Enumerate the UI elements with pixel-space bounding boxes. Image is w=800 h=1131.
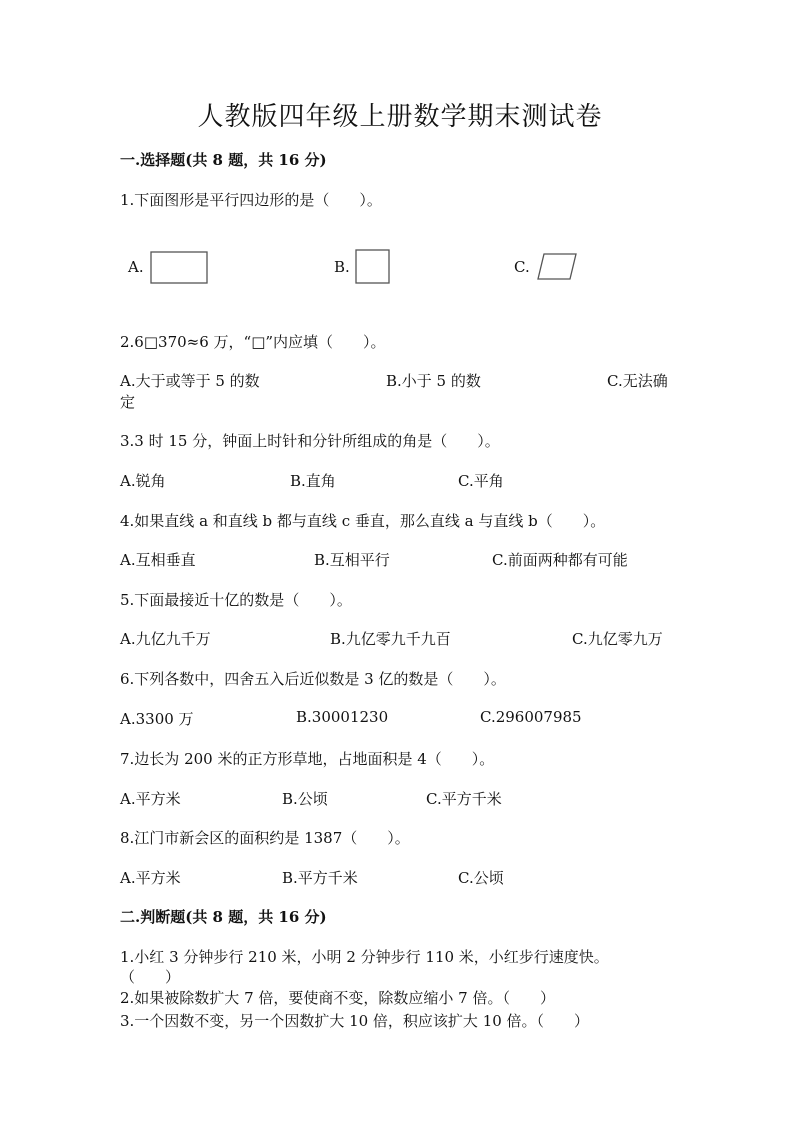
q3-option-a: A.锐角 — [120, 472, 166, 490]
judgement-1-bracket: （ ） — [120, 968, 181, 986]
question-7: 7.边长为 200 米的正方形草地，占地面积是 4（ ）。 — [120, 750, 495, 768]
q4-option-b: B.互相平行 — [314, 551, 390, 569]
q8-option-a: A.平方米 — [120, 869, 181, 887]
q4-option-c: C.前面两种都有可能 — [492, 551, 628, 569]
q6-option-c: C.296007985 — [480, 708, 582, 726]
question-3: 3.3 时 15 分，钟面上时针和分针所组成的角是（ ）。 — [120, 432, 500, 450]
q7-option-b: B.公顷 — [282, 790, 328, 808]
q2-option-b: B.小于 5 的数 — [386, 372, 481, 390]
q7-option-a: A.平方米 — [120, 790, 181, 808]
section-heading-judgement: 二.判断题(共 8 题，共 16 分) — [120, 908, 327, 926]
q8-option-c: C.公顷 — [458, 869, 504, 887]
page-title: 人教版四年级上册数学期末测试卷 — [197, 102, 603, 132]
section-heading-choice: 一.选择题(共 8 题，共 16 分) — [120, 151, 327, 169]
q5-option-b: B.九亿零九千九百 — [330, 630, 451, 648]
q3-option-c: C.平角 — [458, 472, 504, 490]
q2-option-c-wrap: 定 — [120, 393, 136, 411]
option-a-label: A. — [128, 258, 144, 276]
q6-option-b: B.30001230 — [296, 708, 389, 726]
question-4: 4.如果直线 a 和直线 b 都与直线 c 垂直，那么直线 a 与直线 b（ ）。 — [120, 512, 606, 530]
question-1: 1.下面图形是平行四边形的是（ ）。 — [120, 191, 382, 209]
q8-option-b: B.平方千米 — [282, 869, 358, 887]
question-6: 6.下列各数中，四舍五入后近似数是 3 亿的数是（ ）。 — [120, 670, 506, 688]
option-c-label: C. — [514, 258, 530, 276]
q6-option-a: A.3300 万 — [120, 710, 194, 728]
q2-option-a: A.大于或等于 5 的数 — [120, 372, 260, 390]
judgement-1: 1.小红 3 分钟步行 210 米，小明 2 分钟步行 110 米，小红步行速度快。 — [120, 948, 609, 966]
q5-option-a: A.九亿九千万 — [120, 630, 211, 648]
rectangle-shape — [150, 251, 210, 285]
parallelogram-shape — [537, 252, 579, 282]
q2-option-c: C.无法确 — [607, 372, 668, 390]
q4-option-a: A.互相垂直 — [120, 551, 196, 569]
question-8: 8.江门市新会区的面积约是 1387（ ）。 — [120, 829, 410, 847]
question-2: 2.6□370≈6 万，“□”内应填（ ）。 — [120, 333, 386, 351]
judgement-3: 3.一个因数不变，另一个因数扩大 10 倍，积应该扩大 10 倍。（ ） — [120, 1012, 590, 1030]
square-shape — [355, 249, 391, 285]
option-b-label: B. — [334, 258, 350, 276]
question-5: 5.下面最接近十亿的数是（ ）。 — [120, 591, 352, 609]
q5-option-c: C.九亿零九万 — [572, 630, 663, 648]
q7-option-c: C.平方千米 — [426, 790, 502, 808]
judgement-2: 2.如果被除数扩大 7 倍，要使商不变，除数应缩小 7 倍。（ ） — [120, 989, 555, 1007]
q3-option-b: B.直角 — [290, 472, 336, 490]
